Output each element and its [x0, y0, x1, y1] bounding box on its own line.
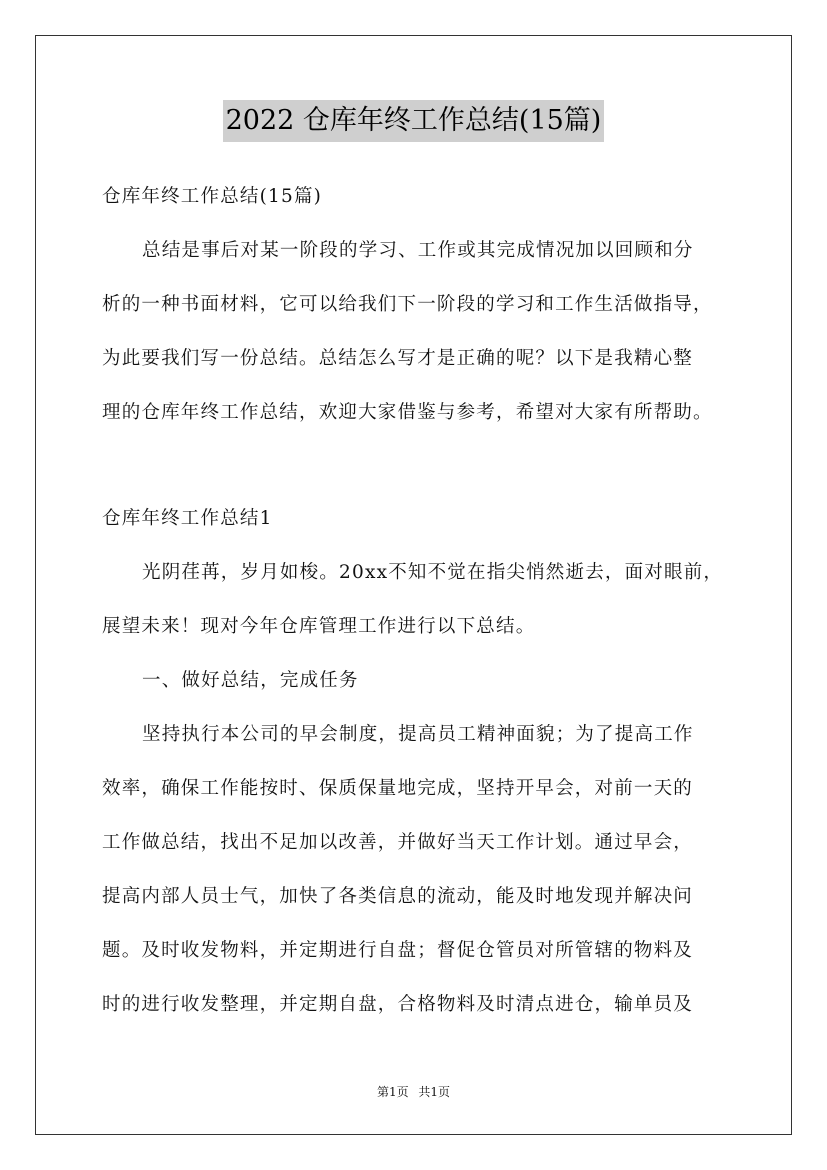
document-title: 2022 仓库年终工作总结(15篇)	[223, 100, 605, 142]
page-footer	[0, 1084, 827, 1100]
page-number: 第1页	[376, 1085, 409, 1099]
text-line: 工作做总结，找出不足加以改善，并做好当天工作计划。通过早会，	[102, 832, 694, 853]
text-line: 时的进行收发整理，并定期自盘，合格物料及时清点进仓，输单员及	[102, 994, 694, 1015]
page-total: 共1页	[418, 1085, 451, 1099]
title-container	[0, 100, 827, 142]
text-line: 展望未来！现对今年仓库管理工作进行以下总结。	[102, 616, 536, 637]
text-line: 析的一种书面材料，它可以给我们下一阶段的学习和工作生活做指导，	[102, 294, 713, 315]
text-line: 一、做好总结，完成任务	[142, 670, 359, 691]
text-line: 题。及时收发物料，并定期进行自盘；督促仓管员对所管辖的物料及	[102, 940, 694, 961]
text-line: 光阴荏苒，岁月如梭。20xx不知不觉在指尖悄然逝去，面对眼前，	[142, 562, 724, 583]
text-line: 仓库年终工作总结(15篇)	[102, 186, 323, 207]
text-line: 仓库年终工作总结1	[102, 508, 273, 529]
document-body	[102, 170, 742, 1032]
paragraph-gap	[102, 440, 742, 492]
text-line: 坚持执行本公司的早会制度，提高员工精神面貌；为了提高工作	[142, 724, 694, 745]
text-line: 提高内部人员士气，加快了各类信息的流动，能及时地发现并解决问	[102, 886, 694, 907]
text-line: 为此要我们写一份总结。总结怎么写才是正确的呢？以下是我精心整	[102, 348, 694, 369]
text-line: 总结是事后对某一阶段的学习、工作或其完成情况加以回顾和分	[142, 240, 694, 261]
text-line: 效率，确保工作能按时、保质保量地完成，坚持开早会，对前一天的	[102, 778, 694, 799]
text-line: 理的仓库年终工作总结，欢迎大家借鉴与参考，希望对大家有所帮助。	[102, 402, 713, 423]
